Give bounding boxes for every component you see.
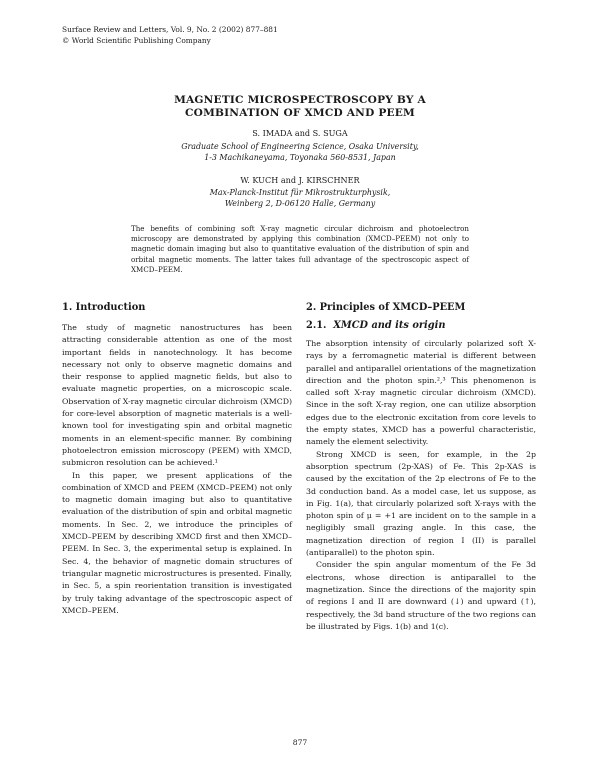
affiliation-1-line-1: Graduate School of Engineering Science, Osaka University,	[181, 142, 419, 151]
publisher-line: © World Scientific Publishing Company	[62, 35, 211, 45]
left-column	[62, 302, 292, 617]
title-line-2: COMBINATION OF XMCD AND PEEM	[185, 107, 415, 119]
intro-paragraph-2: In this paper, we present applications of the combination of XMCD and PEEM (XMCD–PEEM) not only to magnetic domain imaging but also to quantitative evaluation of the distribution of spin and orbital magnetic moments. In Sec. 2, we introduce the principles of XMCD–PEEM by describing XMCD first and then XMCD–PEEM. In Sec. 3, the experimental setup is explained. In Sec. 4, the behavior of magnetic domain structures of triangular magnetic microstructures is presented. Finally, in Sec. 5, a spin reorientation transition is investigated by truly taking advantage of the spectroscopic aspect of XMCD–PEEM.	[62, 470, 292, 615]
intro-paragraph-1: The study of magnetic nanostructures has been attracting considerable attention as one of the most important fields in nanotechnology. It has become necessary not only to observe magnetic domains and their response to applied magnetic fields, but also to evaluate magnetic properties, on a microscopic scale. Observation of X-ray magnetic circular dichroism (XMCD) for core-level absorption of magnetic materials is a well-known tool for investigating spin and orbital magnetic moments in an element-specific manner. By combining photoelectron emission microscopy (PEEM) with XMCD, submicron resolution can be achieved.¹	[62, 323, 292, 468]
section-heading-introduction: 1. Introduction	[62, 302, 146, 313]
right-column	[306, 302, 536, 633]
abstract: The benefits of combining soft X-ray magnetic circular dichroism and photoelectron microscopy are demonstrated by applying this combination (XMCD–PEEM) not only to magnetic domain imaging but also to quantitative evaluation of the distribution of spin and orbital magnetic moments. The latter takes full advantage of the spectroscopic aspect of XMCD–PEEM.	[131, 224, 469, 274]
page-number: 877	[292, 738, 308, 747]
author-names-2: W. KUCH and J. KIRSCHNER	[240, 175, 360, 185]
paper-title	[0, 94, 600, 120]
xmcd-paragraph-3: Consider the spin angular momentum of the Fe 3d electrons, whose direction is antiparallel to the magnetization. Since the directions of the majority spin of regions I and II are downward (↓) and upward (↑), respectively, the 3d band structure of the two regions can be illustrated by Figs. 1(b) and 1(c).	[306, 560, 536, 631]
author-names-1: S. IMADA and S. SUGA	[252, 128, 348, 138]
affiliation-2-line-2: Weinberg 2, D-06120 Halle, Germany	[224, 199, 376, 208]
subsection-title: XMCD and its origin	[333, 320, 446, 331]
subsection-number: 2.1.	[306, 320, 327, 331]
journal-citation: Surface Review and Letters, Vol. 9, No. 2 (2002) 877–881	[62, 25, 278, 34]
journal-header	[62, 25, 278, 46]
title-line-1: MAGNETIC MICROSPECTROSCOPY BY A	[174, 94, 426, 106]
xmcd-paragraph-2: Strong XMCD is seen, for example, in the 2p absorption spectrum (2p-XAS) of Fe. This 2p-XAS is caused by the excitation of the 2p electrons of Fe to the 3d conduction band. As a model case, let us suppose, as in Fig. 1(a), that circularly polarized soft X-rays with the photon spin of μ = +1 are incident on to the sample in a negligibly small grazing angle. In this case, the magnetization direction of region I (II) is parallel (antiparallel) to the photon spin.	[306, 449, 536, 558]
xmcd-paragraph-1: The absorption intensity of circularly polarized soft X-rays by a ferromagnetic material is different between parallel and antiparallel orientations of the magnetization direction and the photon spin.²,³ This phenomenon is called soft X-ray magnetic circular dichroism (XMCD). Since in the soft X-ray region, one can utilize absorption edges due to the electronic excitation from core levels to the empty states, XMCD has a powerful characteristic, namely the element selectivity.	[306, 339, 536, 447]
affiliation-2-line-1: Max-Planck-Institut für Mikrostrukturphysik,	[209, 188, 391, 197]
affiliation-1-line-2: 1-3 Machikaneyama, Toyonaka 560-8531, Japan	[204, 153, 396, 162]
section-heading-principles: 2. Principles of XMCD–PEEM	[306, 302, 466, 313]
subsection-heading-xmcd	[306, 320, 536, 332]
